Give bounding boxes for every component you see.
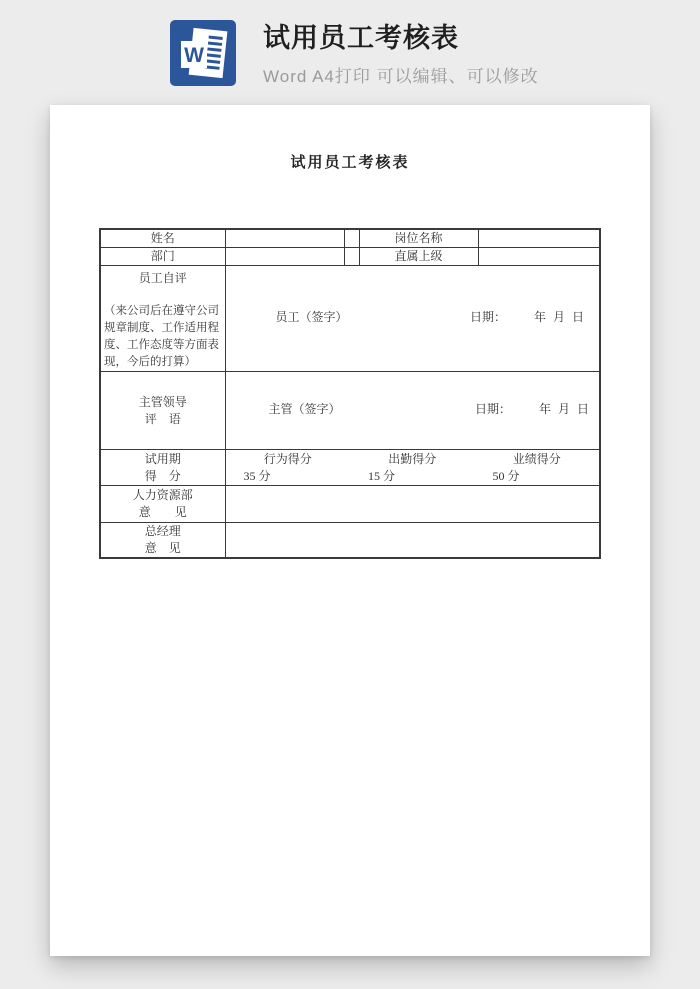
self-eval-note-line: （来公司后在遵守公司	[104, 305, 219, 317]
table-row-dept-supervisor	[100, 248, 600, 266]
self-eval-content-cell	[225, 266, 600, 372]
dept-label-cell: 部门	[100, 248, 225, 266]
name-value-cell	[225, 229, 344, 248]
leader-review-head-cell	[100, 372, 225, 450]
spacer-cell	[344, 229, 359, 248]
employee-sign-label: 员工（签字）	[275, 309, 348, 324]
date-group	[470, 309, 586, 325]
spacer-cell	[344, 248, 359, 266]
self-eval-note	[101, 303, 225, 371]
score-label: 出勤得分	[388, 452, 437, 466]
header-subtitle: Word A4打印 可以编辑、可以修改	[263, 67, 539, 86]
table-row-probation-score	[100, 450, 600, 486]
score-label: 行为得分	[263, 452, 312, 466]
position-label-cell: 岗位名称	[359, 229, 478, 248]
name-label-cell: 姓名	[100, 229, 225, 248]
score-value: 15 分	[368, 469, 396, 483]
self-eval-note-line: 度、工作态度等方面表	[104, 339, 219, 351]
gm-opinion-content-cell	[225, 523, 600, 559]
self-eval-head-cell	[100, 266, 225, 372]
date-label: 日期：	[474, 401, 511, 416]
score-col-attendance	[350, 450, 475, 485]
table-row-hr-opinion	[100, 486, 600, 523]
self-eval-sign-line	[226, 309, 600, 329]
leader-review-heading-line2: 评 语	[144, 411, 181, 426]
gm-opinion-head-cell	[100, 523, 225, 559]
leader-review-sign-line	[226, 401, 600, 421]
self-eval-note-line: 规章制度、工作适用程	[104, 322, 219, 334]
hr-opinion-content-cell	[225, 486, 600, 523]
supervisor-sign-label: 主管（签字）	[268, 401, 341, 416]
position-value-cell	[478, 229, 600, 248]
leader-review-content-cell	[225, 372, 600, 450]
score-value: 35 分	[243, 469, 271, 483]
table-row-leader-review	[100, 372, 600, 450]
supervisor-label-cell: 直属上级	[359, 248, 478, 266]
score-col-performance	[475, 450, 600, 485]
gm-opinion-line2: 意 见	[144, 541, 181, 555]
table-row-name-position	[100, 229, 600, 248]
word-icon-letter: W	[184, 44, 204, 67]
leader-review-heading-line1: 主管领导	[138, 394, 187, 409]
site-header	[0, 0, 700, 87]
probation-heading-line1: 试用期	[144, 451, 181, 466]
probation-score-head-cell	[100, 450, 225, 486]
hr-opinion-head-cell	[100, 486, 225, 523]
word-icon	[170, 20, 236, 86]
table-row-self-eval	[100, 266, 600, 372]
score-grid	[226, 450, 600, 485]
score-value: 50 分	[492, 469, 520, 483]
dept-value-cell	[225, 248, 344, 266]
self-eval-note-line: 现，今后的打算）	[104, 356, 196, 368]
document-page	[50, 105, 650, 956]
score-col-behavior	[226, 450, 351, 485]
probation-score-content-cell	[225, 450, 600, 486]
gm-opinion-line1: 总经理	[144, 524, 181, 538]
score-label: 业绩得分	[512, 452, 561, 466]
hr-opinion-line2: 意 见	[138, 505, 187, 519]
self-eval-heading: 员工自评	[138, 271, 187, 285]
date-ymd: 年 月 日	[538, 401, 591, 416]
header-text-block	[263, 20, 539, 87]
table-row-gm-opinion	[100, 523, 600, 559]
header-title: 试用员工考核表	[263, 23, 459, 53]
probation-heading-line2: 得 分	[144, 468, 181, 483]
assessment-table	[99, 228, 601, 559]
date-label: 日期：	[469, 309, 506, 324]
date-ymd: 年 月 日	[533, 309, 586, 324]
hr-opinion-line1: 人力资源部	[132, 488, 193, 502]
doc-title: 试用员工考核表	[290, 155, 410, 171]
date-group	[475, 401, 591, 417]
supervisor-value-cell	[478, 248, 600, 266]
